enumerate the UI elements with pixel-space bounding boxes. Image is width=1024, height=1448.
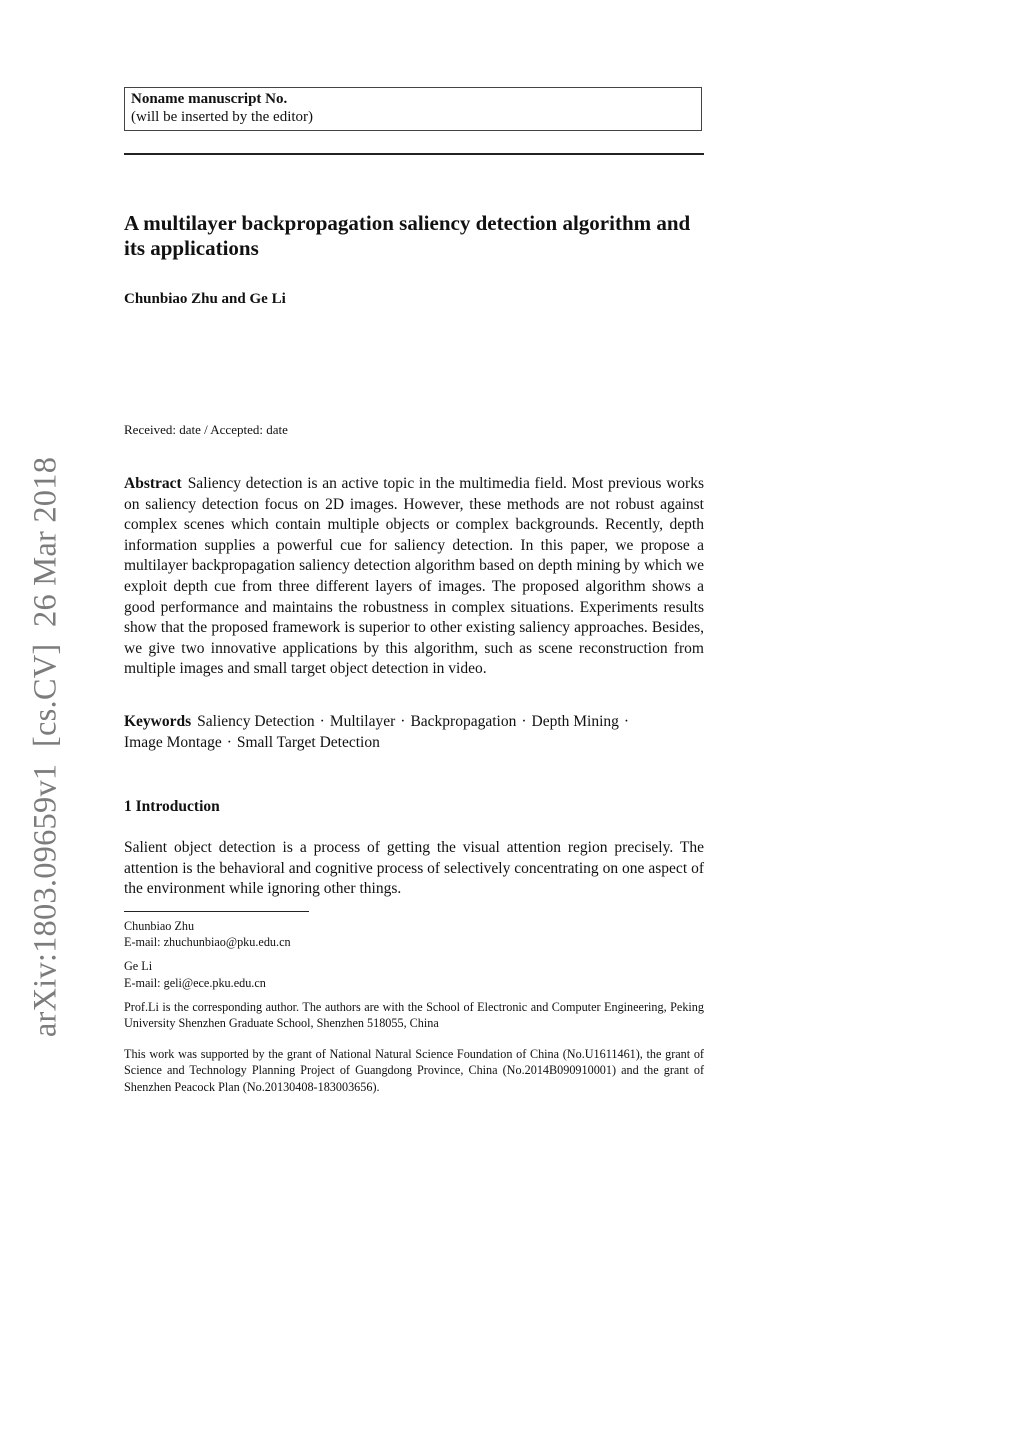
keyword-separator: · [521, 713, 527, 730]
abstract-label: Abstract [124, 475, 182, 492]
abstract-text: Saliency detection is an active topic in the multimedia field. Most previous works on saliency detection focus on 2D images. However, these methods are not robust against complex scenes which contain multiple objects or complex backgrounds. Recently, depth information supplies a powerful cue for saliency detection. In this paper, we propose a multilayer backpropagation saliency detection algorithm based on depth mining by which we exploit depth cue from three different layers of images. The proposed algorithm shows a good performance and maintains the robustness in complex situations. Experiments results show that the proposed framework is superior to other existing saliency approaches. Besides, we give two innovative applications by this algorithm, such as scene reconstruction from multiple images and small target object detection in video. [124, 475, 704, 678]
keyword: Saliency Detection [197, 713, 315, 730]
footnote-funding: This work was supported by the grant of National Natural Science Foundation of China (No.U1611461), the grant of Science and Technology Planning Project of Guangdong Province, China (No.2014B090910001) and the grant of Shenzhen Peacock Plan (No.20130408-183003656). [124, 1047, 704, 1094]
footnote-author1-name: Chunbiao Zhu [124, 919, 195, 933]
footnote-affiliation: Prof.Li is the corresponding author. The authors are with the School of Electronic and Computer Engineering, Peking University Shenzhen Graduate School, Shenzhen 518055, China [124, 999, 704, 1031]
header-rule [124, 153, 704, 155]
introduction-paragraph: Salient object detection is a process of getting the visual attention region precisely. The attention is the behavioral and cognitive process of selectively concentrating on one aspect of the environment while ignoring other things. [124, 839, 704, 898]
keyword: Depth Mining [531, 713, 619, 730]
keyword: Multilayer [329, 713, 396, 730]
footnote-author2-name: Ge Li [124, 959, 153, 974]
footnote-rule [124, 911, 309, 912]
footnote-author1 [124, 918, 704, 950]
keyword: Backpropagation [410, 713, 517, 730]
keyword-separator: · [400, 713, 406, 730]
footnote-author1-email: E-mail: zhuchunbiao@pku.edu.cn [124, 935, 291, 950]
paper-title: A multilayer backpropagation saliency detection algorithm and its applications [124, 211, 691, 260]
abstract [124, 474, 704, 680]
keyword-separator: · [319, 713, 325, 730]
keyword-separator: · [623, 713, 630, 730]
paper-authors: Chunbiao Zhu and Ge Li [124, 291, 286, 307]
footnotes [124, 918, 704, 1103]
footnote-author2 [124, 958, 704, 990]
manuscript-number: Noname manuscript No. [131, 91, 288, 107]
arxiv-sidebar [20, 440, 72, 1054]
keyword: Small Target Detection [236, 733, 380, 751]
received-date: Received: date / Accepted: date [124, 422, 288, 437]
editor-note: (will be inserted by the editor) [131, 109, 314, 125]
keyword-separator: · [226, 733, 232, 751]
keywords [124, 712, 704, 753]
keyword: Image Montage [124, 733, 222, 751]
keywords-label: Keywords [124, 713, 192, 730]
footnote-author2-email: E-mail: geli@ece.pku.edu.cn [124, 975, 266, 990]
manuscript-header-box [124, 87, 702, 131]
section-heading-introduction: 1 Introduction [124, 798, 220, 815]
arxiv-identifier: arXiv:1803.09659v1 [cs.CV] 26 Mar 2018 [27, 456, 64, 1038]
